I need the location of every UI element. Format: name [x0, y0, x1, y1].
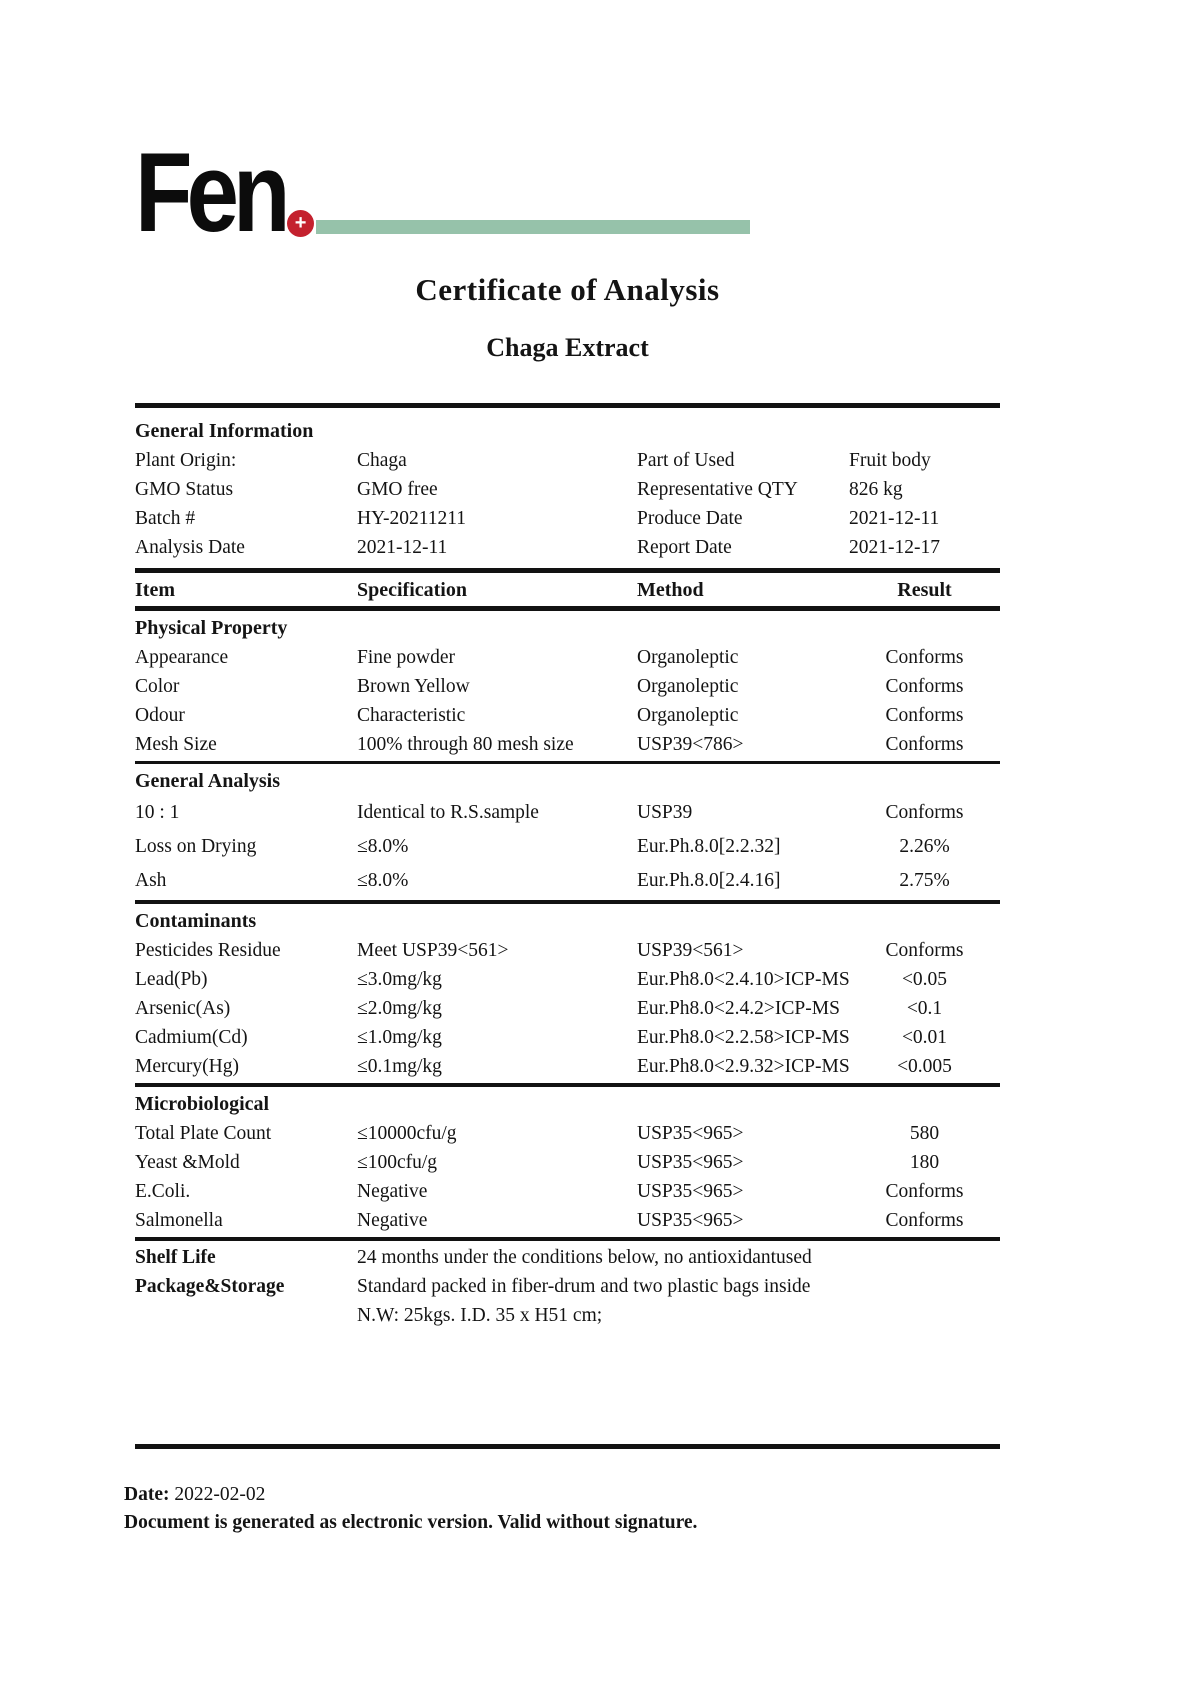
- cell-result: Conforms: [885, 705, 964, 726]
- cell-result: Conforms: [885, 1210, 964, 1231]
- gi-value: 826 kg: [849, 479, 903, 500]
- general-info-row: [135, 533, 1000, 562]
- cell-specification: Characteristic: [357, 705, 466, 726]
- cell-item: Pesticides Residue: [135, 940, 281, 961]
- cell-result: Conforms: [885, 676, 964, 697]
- shelf-life-label: Shelf Life: [135, 1247, 216, 1268]
- table-row: [135, 643, 1000, 672]
- gi-value: GMO free: [357, 479, 438, 500]
- cell-item: Lead(Pb): [135, 969, 208, 990]
- table-bottom-spacer: [135, 1330, 1000, 1442]
- cell-item: Loss on Drying: [135, 836, 257, 857]
- cell-specification: Fine powder: [357, 647, 456, 668]
- cell-result: <0.1: [906, 998, 943, 1019]
- gi-value: Fruit body: [849, 450, 931, 471]
- section-heading: Contaminants: [135, 910, 257, 932]
- cell-method: USP39<561>: [637, 940, 744, 961]
- section-shelf-life: [135, 1241, 1000, 1444]
- issue-date-line: [124, 1481, 1000, 1509]
- cell-result: 2.26%: [899, 836, 950, 857]
- footer-notes: [124, 1481, 1000, 1537]
- cell-specification: Brown Yellow: [357, 676, 470, 697]
- section-general-analysis: [135, 764, 1000, 900]
- empty-label: [135, 1301, 357, 1330]
- cell-item: Ash: [135, 870, 167, 891]
- cell-method: Organoleptic: [637, 705, 739, 726]
- gi-label: Plant Origin:: [135, 450, 237, 471]
- cell-specification: ≤2.0mg/kg: [357, 998, 442, 1019]
- table-row: [135, 796, 1000, 830]
- date-label: Date:: [124, 1484, 170, 1505]
- cell-item: Mercury(Hg): [135, 1056, 239, 1077]
- cell-specification: Identical to R.S.sample: [357, 802, 539, 823]
- certificate-content: [124, 0, 1000, 1537]
- cell-method: Eur.Ph8.0<2.2.58>ICP-MS: [637, 1027, 850, 1048]
- cell-specification: Negative: [357, 1210, 428, 1231]
- gi-label: Part of Used: [637, 450, 735, 471]
- package-storage-row: [135, 1272, 1000, 1301]
- cell-specification: Meet USP39<561>: [357, 940, 509, 961]
- cell-specification: Negative: [357, 1181, 428, 1202]
- general-info-row: [135, 446, 1000, 475]
- net-weight-row: [135, 1301, 1000, 1330]
- cell-item: Color: [135, 676, 180, 697]
- product-name: Chaga Extract: [486, 333, 649, 362]
- table-row: [135, 936, 1000, 965]
- table-row: [135, 994, 1000, 1023]
- cell-specification: ≤8.0%: [357, 870, 409, 891]
- cell-method: USP39: [637, 802, 693, 823]
- cell-result: Conforms: [885, 802, 964, 823]
- table-row: [135, 1148, 1000, 1177]
- gi-label: Produce Date: [637, 508, 743, 529]
- cell-item: Mesh Size: [135, 734, 217, 755]
- cell-item: Yeast &Mold: [135, 1152, 240, 1173]
- cell-item: Total Plate Count: [135, 1123, 272, 1144]
- table-row: [135, 1023, 1000, 1052]
- cell-result: 2.75%: [899, 870, 950, 891]
- cell-method: Organoleptic: [637, 647, 739, 668]
- rule-bottom: [135, 1444, 1000, 1449]
- gi-label: Representative QTY: [637, 479, 798, 500]
- logo: [135, 130, 1000, 256]
- gi-value: HY-20211211: [357, 508, 467, 529]
- gi-value: 2021-12-11: [849, 508, 940, 529]
- general-info-heading: General Information: [135, 420, 314, 442]
- package-storage-label: Package&Storage: [135, 1276, 285, 1297]
- table-row: [135, 864, 1000, 898]
- cell-item: Salmonella: [135, 1210, 223, 1231]
- table-row: [135, 1119, 1000, 1148]
- logo-green-bar: [316, 220, 750, 234]
- table-row: [135, 1052, 1000, 1081]
- table-row: [135, 830, 1000, 864]
- cell-item: 10 : 1: [135, 802, 180, 823]
- cell-result: Conforms: [885, 1181, 964, 1202]
- logo-wordmark: Fen: [135, 130, 285, 256]
- cell-specification: ≤1.0mg/kg: [357, 1027, 442, 1048]
- table-row: [135, 1177, 1000, 1206]
- cell-result: Conforms: [885, 940, 964, 961]
- date-value: 2022-02-02: [174, 1484, 266, 1505]
- table-header-row: [135, 573, 1000, 606]
- section-physical-property: [135, 611, 1000, 761]
- cell-method: Eur.Ph8.0<2.4.10>ICP-MS: [637, 969, 850, 990]
- cell-result: 180: [909, 1152, 940, 1173]
- gi-value: 2021-12-17: [849, 537, 940, 558]
- package-storage-text: Standard packed in fiber-drum and two plastic bags inside: [357, 1276, 811, 1297]
- cell-method: Eur.Ph8.0<2.9.32>ICP-MS: [637, 1056, 850, 1077]
- column-header-method: Method: [637, 579, 704, 601]
- cell-specification: ≤100cfu/g: [357, 1152, 438, 1173]
- cell-method: Organoleptic: [637, 676, 739, 697]
- cell-specification: ≤0.1mg/kg: [357, 1056, 442, 1077]
- table-row: [135, 1206, 1000, 1235]
- section-microbiological: [135, 1087, 1000, 1237]
- cell-result: Conforms: [885, 734, 964, 755]
- cell-method: USP35<965>: [637, 1210, 744, 1231]
- general-info-row: [135, 475, 1000, 504]
- cell-item: Cadmium(Cd): [135, 1027, 248, 1048]
- gi-label: GMO Status: [135, 479, 234, 500]
- cell-result: <0.05: [901, 969, 948, 990]
- column-header-specification: Specification: [357, 579, 467, 601]
- section-heading: Microbiological: [135, 1093, 270, 1115]
- page-title: Certificate of Analysis: [415, 272, 720, 307]
- column-header-item: Item: [135, 579, 175, 601]
- section-heading: General Analysis: [135, 770, 281, 792]
- cell-specification: ≤8.0%: [357, 836, 409, 857]
- cell-method: USP35<965>: [637, 1123, 744, 1144]
- cell-result: <0.01: [901, 1027, 948, 1048]
- gi-value: 2021-12-11: [357, 537, 448, 558]
- cell-item: Appearance: [135, 647, 229, 668]
- cell-method: USP35<965>: [637, 1152, 744, 1173]
- gi-label: Report Date: [637, 537, 732, 558]
- section-contaminants: [135, 904, 1000, 1083]
- cell-item: Odour: [135, 705, 185, 726]
- table-row: [135, 672, 1000, 701]
- logo-plus-icon: +: [287, 210, 314, 237]
- general-info-block: [135, 446, 1000, 568]
- general-info-row: [135, 504, 1000, 533]
- gi-label: Batch #: [135, 508, 196, 529]
- cell-method: USP39<786>: [637, 734, 744, 755]
- gi-value: Chaga: [357, 450, 407, 471]
- gi-label: Analysis Date: [135, 537, 245, 558]
- cell-item: Arsenic(As): [135, 998, 231, 1019]
- shelf-life-row: [135, 1243, 1000, 1272]
- section-heading: Physical Property: [135, 617, 288, 639]
- cell-method: Eur.Ph.8.0[2.2.32]: [637, 836, 781, 857]
- cell-result: Conforms: [885, 647, 964, 668]
- table-row: [135, 730, 1000, 759]
- net-weight-text: N.W: 25kgs. I.D. 35 x H51 cm;: [357, 1305, 603, 1326]
- cell-result: <0.005: [897, 1056, 952, 1077]
- cell-specification: 100% through 80 mesh size: [357, 734, 574, 755]
- cell-method: USP35<965>: [637, 1181, 744, 1202]
- cell-method: Eur.Ph.8.0[2.4.16]: [637, 870, 781, 891]
- table-row: [135, 965, 1000, 994]
- column-header-result: Result: [897, 579, 952, 601]
- shelf-life-text: 24 months under the conditions below, no antioxidantused: [357, 1247, 812, 1268]
- cell-item: E.Coli.: [135, 1181, 191, 1202]
- cell-result: 580: [909, 1123, 940, 1144]
- cell-specification: ≤3.0mg/kg: [357, 969, 442, 990]
- cell-specification: ≤10000cfu/g: [357, 1123, 457, 1144]
- table-row: [135, 701, 1000, 730]
- cell-method: Eur.Ph8.0<2.4.2>ICP-MS: [637, 998, 840, 1019]
- electronic-validity-note: Document is generated as electronic version. Valid without signature.: [124, 1512, 698, 1533]
